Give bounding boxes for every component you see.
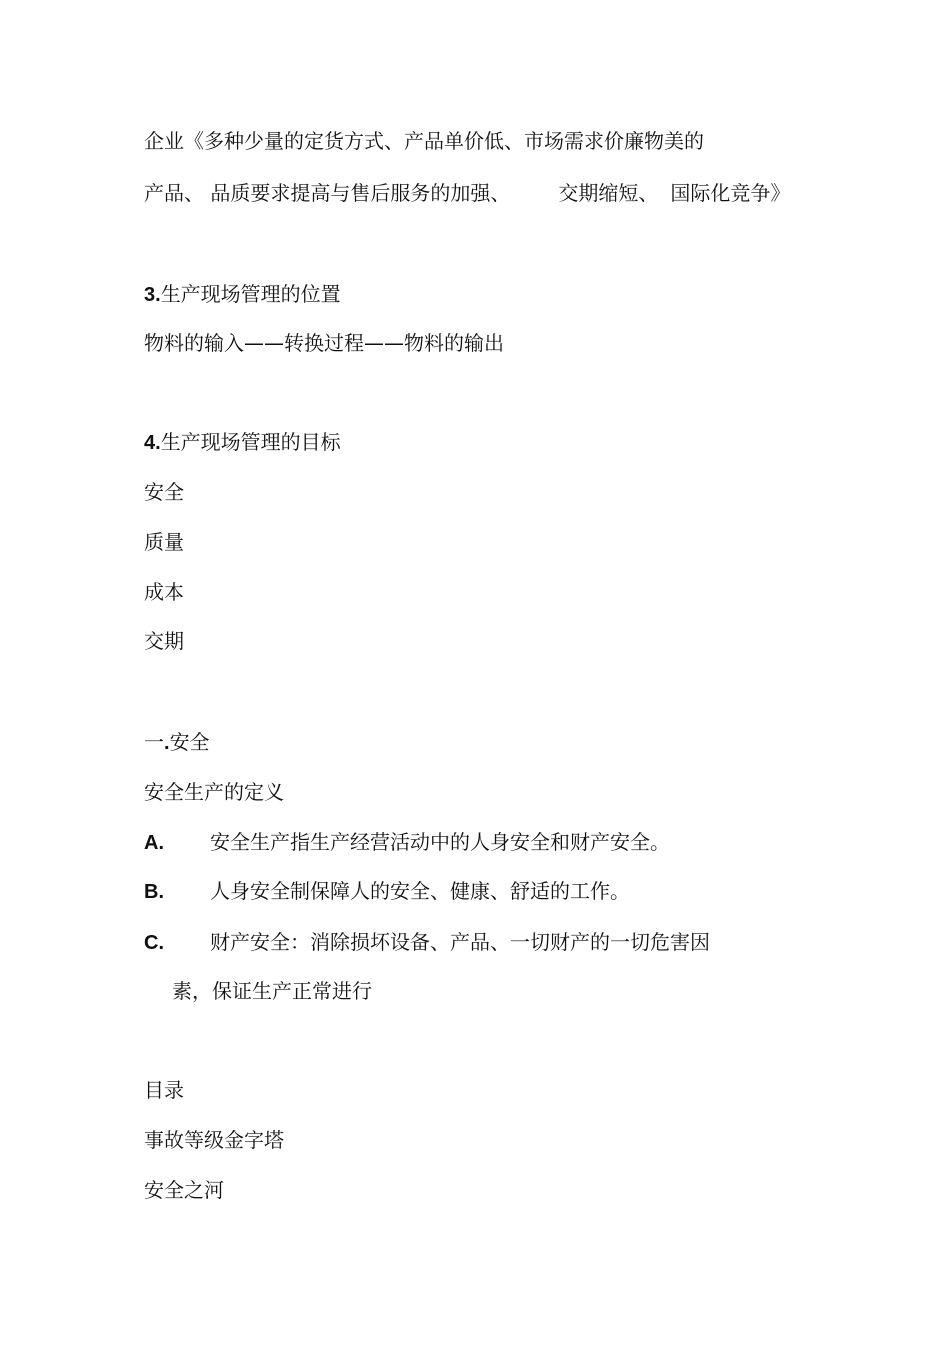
- safety-item-text: 安全生产指生产经营活动中的人身安全和财产安全。: [210, 830, 670, 854]
- intro-line-2-part-c: 国际化竞争》: [670, 181, 791, 205]
- safety-heading-prefix: 一: [144, 730, 164, 754]
- section-3-heading: [144, 281, 341, 308]
- safety-item-letter: B.: [144, 881, 164, 903]
- goal-item: 成本: [144, 580, 184, 604]
- safety-item-c-continued: 素，保证生产正常进行: [172, 979, 372, 1003]
- safety-item-c: [144, 929, 710, 956]
- goal-item: 交期: [144, 629, 184, 653]
- section-4-heading: [144, 429, 341, 456]
- intro-line-2: [144, 180, 790, 206]
- section-3-number: 3.: [144, 284, 161, 306]
- safety-heading: [144, 729, 210, 756]
- safety-item-a: [144, 829, 670, 856]
- safety-item-letter: A.: [144, 832, 164, 854]
- safety-item-letter: C.: [144, 932, 164, 954]
- toc-item: 事故等级金字塔: [144, 1128, 284, 1152]
- safety-definition-title: 安全生产的定义: [144, 780, 284, 804]
- toc-title: 目录: [144, 1078, 184, 1102]
- section-3-title: 生产现场管理的位置: [160, 282, 341, 306]
- intro-line-1: 企业《多种少量的定货方式、产品单价低、市场需求价廉物美的: [144, 129, 704, 153]
- safety-heading-dot: .: [164, 732, 170, 754]
- goal-item: 质量: [144, 530, 184, 554]
- section-4-title: 生产现场管理的目标: [160, 430, 341, 454]
- safety-item-text: 人身安全制保障人的安全、健康、舒适的工作。: [210, 879, 630, 903]
- goal-item: 安全: [144, 480, 184, 504]
- safety-item-text: 财产安全：消除损坏设备、产品、一切财产的一切危害因: [210, 930, 710, 954]
- section-4-number: 4.: [144, 432, 161, 454]
- intro-line-2-part-a: 产品、 品质要求提高与售后服务的加强、: [144, 181, 511, 205]
- intro-line-2-part-b: 交期缩短、: [558, 181, 659, 205]
- section-3-flow: 物料的输入——转换过程——物料的输出: [144, 331, 504, 355]
- safety-item-b: [144, 878, 630, 905]
- toc-item: 安全之河: [144, 1178, 224, 1202]
- safety-heading-text: 安全: [169, 730, 210, 754]
